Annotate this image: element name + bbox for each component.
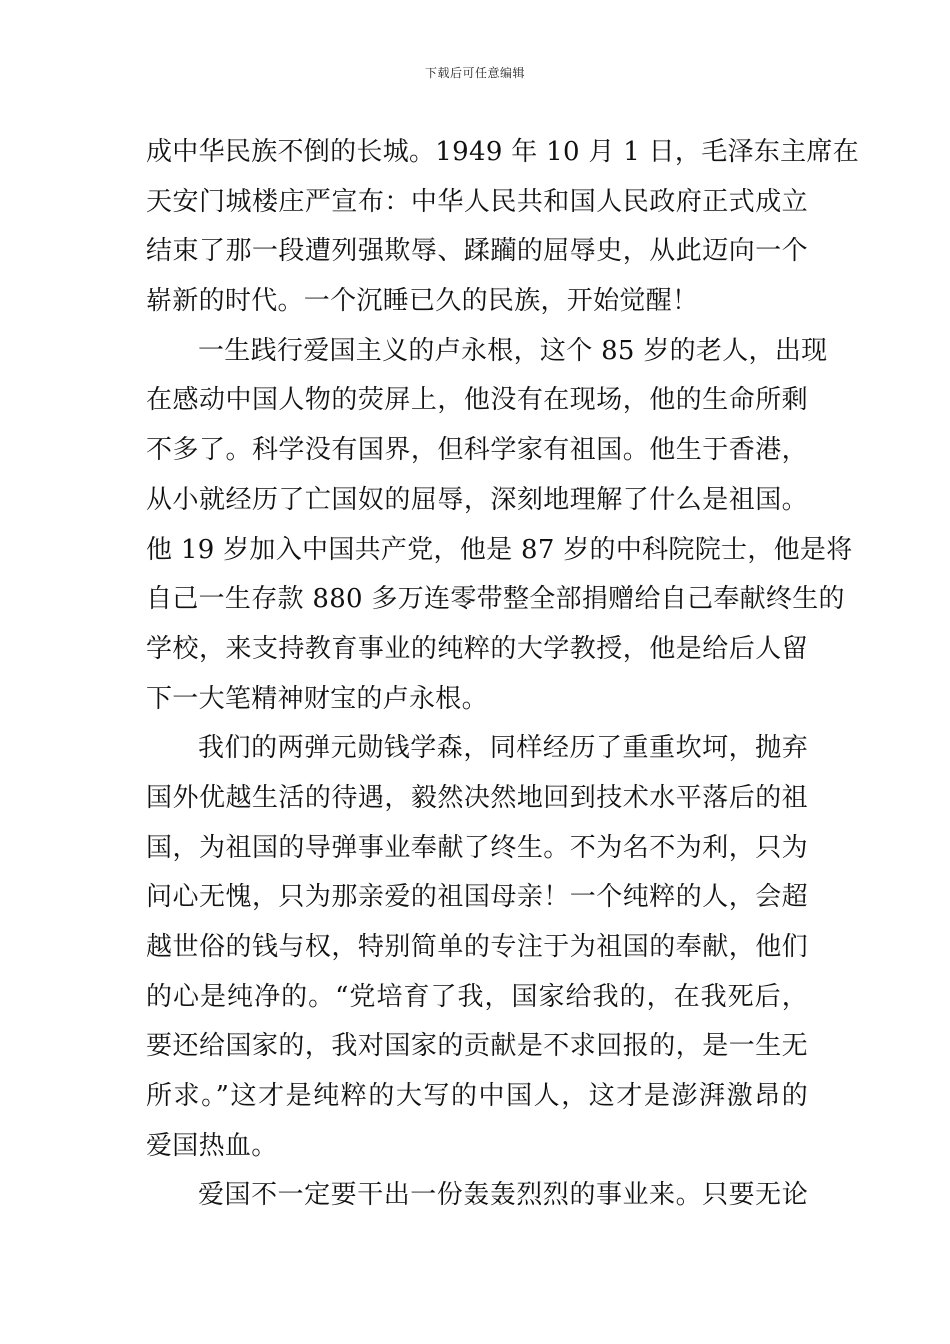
text-line: 国外优越生活的待遇，毅然决然地回到技术水平落后的祖 — [146, 782, 808, 813]
text-line: 天安门城楼庄严宣布：中华人民共和国人民政府正式成立 — [146, 186, 808, 217]
text-line: 爱国热血。 — [146, 1130, 278, 1161]
text-line: 的心是纯净的。“党培育了我，国家给我的，在我死后， — [146, 981, 808, 1012]
text-line: 自己一生存款 880 多万连零带整全部捐赠给自己奉献终生的 — [146, 584, 845, 615]
text-line: 我们的两弹元勋钱学森，同样经历了重重坎坷，抛弃 — [198, 733, 808, 764]
text-line: 问心无愧，只为那亲爱的祖国母亲！一个纯粹的人，会超 — [146, 882, 808, 913]
text-line: 从小就经历了亡国奴的屈辱，深刻地理解了什么是祖国。 — [146, 484, 808, 515]
text-line: 他 19 岁加入中国共产党，他是 87 岁的中科院院士，他是将 — [146, 534, 853, 565]
text-line: 越世俗的钱与权，特别简单的专注于为祖国的奉献，他们 — [146, 932, 808, 962]
text-line: 国，为祖国的导弹事业奉献了终生。不为名不为利，只为 — [146, 832, 808, 863]
text-line: 不多了。科学没有国界，但科学家有祖国。他生于香港， — [146, 435, 808, 466]
document-body — [146, 128, 860, 1221]
text-line: 下一大笔精神财宝的卢永根。 — [146, 683, 488, 714]
text-line: 所求。”这才是纯粹的大写的中国人，这才是澎湃激昂的 — [146, 1081, 808, 1112]
page-header: 下载后可任意编辑 — [424, 66, 525, 80]
text-line: 崭新的时代。一个沉睡已久的民族，开始觉醒！ — [146, 286, 699, 317]
text-line: 要还给国家的，我对国家的贡献是不求回报的，是一生无 — [146, 1031, 808, 1062]
text-line: 学校，来支持教育事业的纯粹的大学教授，他是给后人留 — [146, 633, 808, 664]
text-line: 爱国不一定要干出一份轰轰烈烈的事业来。只要无论 — [198, 1180, 808, 1211]
text-line: 成中华民族不倒的长城。1949 年 10 月 1 日，毛泽东主席在 — [146, 137, 860, 167]
text-line: 在感动中国人物的荧屏上，他没有在现场，他的生命所剩 — [146, 385, 808, 416]
text-line: 一生践行爱国主义的卢永根，这个 85 岁的老人，出现 — [198, 335, 828, 366]
text-line: 结束了那一段遭列强欺辱、蹂躏的屈辱史，从此迈向一个 — [146, 236, 808, 267]
